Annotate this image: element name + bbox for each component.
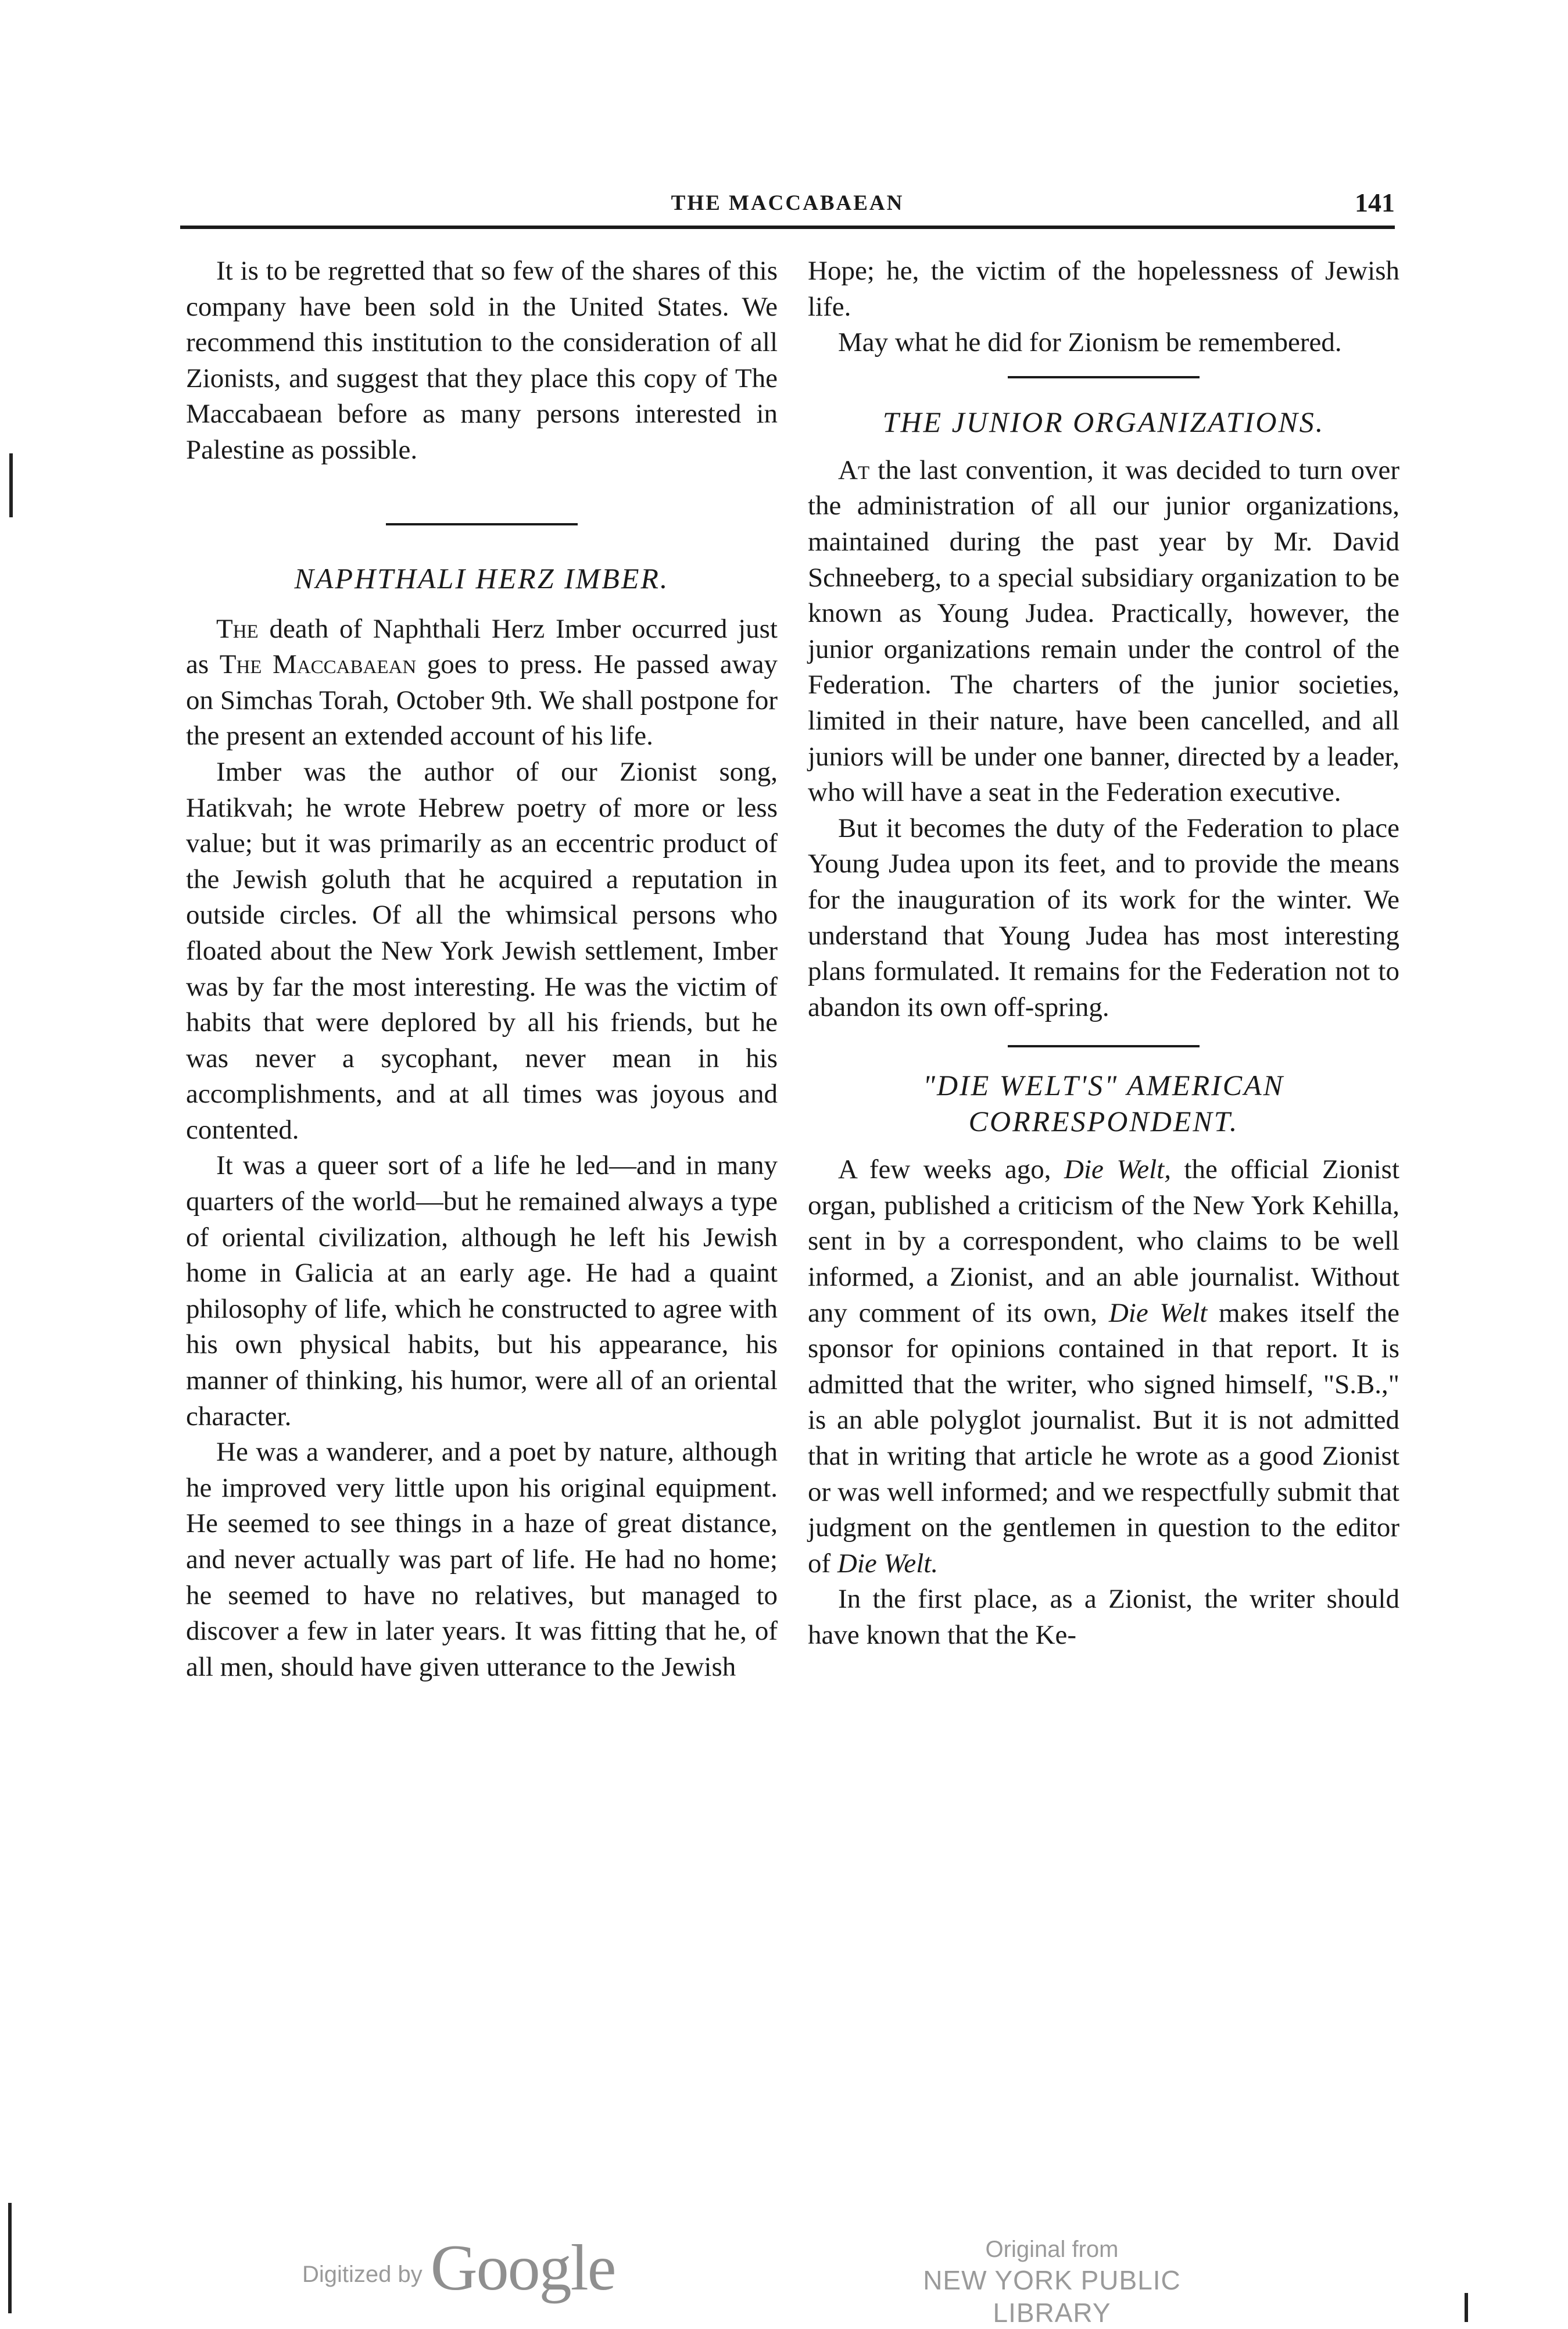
left-column [186,253,778,1685]
right-column [808,253,1399,1654]
margin-scan-mark [1465,2293,1468,2322]
imber-paragraph-4: He was a wanderer, and a poet by nature, although he improved very little upon his original equipment. He seemed to see things in a haze of great distance, and never actually was part of life. He had no home; he seemed to have no relatives, but managed to discover a few in later years. It was fitting that he, of all men, should have given utterance to the Jewish [186,1437,778,1682]
digitized-by-google [302,2231,615,2304]
junior-organizations-heading: THE JUNIOR ORGANIZATIONS. [882,405,1325,438]
remembered-paragraph: May what he did for Zionism be remembered. [838,327,1342,358]
die-welt-title: Die Welt, [1064,1154,1171,1185]
library-name: NEW YORK PUBLIC LIBRARY [923,2265,1181,2328]
margin-scan-mark [8,2203,12,2313]
page-number: 141 [1355,188,1395,217]
lead-word: At [838,455,870,485]
running-head [180,187,1395,228]
die-welt-paragraph-2: In the first place, as a Zionist, the writer should have known that the Ke- [808,1584,1399,1650]
die-welt-paragraph-1: A few weeks ago, Die Welt, the official Zionist organ, published a criticism of the New York Kehilla, sent in by a correspondent, who claims to be well informed, a Zionist, and an able journalist. Without any comment of its own, Die Welt makes itself the sponsor for opinions contained in that report. It is admitted that the writer, who signed himself, "S.B.," is an able polyglot journalist. But it is not admitted that in writing that article he wrote as a good Zionist or was well informed; and we respectfully submit that judgment on the gentlemen in question to the editor of Die Welt. [808,1154,1399,1579]
running-title: THE MACCABAEAN [671,191,904,215]
zionist-shares-paragraph: It is to be regretted that so few of the shares of this company have been sold in the United States. We recommend this institution to the consideration of all Zionists, and suggest that they place this copy of The Maccabaean before as many persons interested in Palestine as possible. [186,256,778,465]
imber-paragraph-2: Imber was the author of our Zionist song, Hatikvah; he wrote Hebrew poetry of more or less value; but it was primarily as an eccentric product of the Jewish goluth that he acquired a reputation in outside circles. Of all the whimsical persons who floated about the New York Jewish settlement, Imber was by far the most interesting. He was the victim of habits that were deplored by all his friends, but he was never a sycophant, never mean in his accomplishments, and at all times was joyous and contented. [186,756,778,1145]
imber-continued-paragraph: Hope; he, the victim of the hopelessness of Jewish life. [808,256,1399,322]
magazine-name: The Maccabaean [219,649,417,680]
header-rule [180,226,1395,229]
google-logo: Google [430,2232,615,2304]
die-welt-title: Die Welt. [837,1548,939,1579]
library-attribution [907,2235,1197,2329]
die-welt-title: Die Welt [1108,1297,1208,1328]
junior-paragraph-2: But it becomes the duty of the Federation to place Young Judea upon its feet, and to provide the means for the inauguration of its work for the winter. We understand that Young Judea has most interesting plans formulated. It remains for the Federation not to abandon its own off-spring. [808,813,1399,1022]
lead-word: The [216,613,259,644]
die-welt-heading: "DIE WELT'S" AMERICAN CORRESPONDENT. [922,1069,1285,1138]
junior-paragraph-1: At the last convention, it was decided to turn over the administration of all our junior organizations, maintained during the past year by Mr. David Schneeberg, to a special subsidiary organization to be known as Young Judea. Practically, however, the junior organizations remain under the control of the Federation. The charters of the junior societies, limited in their nature, have been cancelled, and all juniors will be under one banner, directed by a leader, who will have a seat in the Federation executive. [808,455,1399,808]
original-from-label: Original from [985,2237,1119,2262]
digitized-by-label: Digitized by [302,2262,423,2287]
imber-paragraph-3: It was a queer sort of a life he led—and in many quarters of the world—but he remained always a type of oriental civilization, although he left his Jewish home in Galicia at an early age. He had a quaint philosophy of life, which he constructed to agree with his own physical habits, but his appearance, his manner of thinking, his humor, were all of an oriental character. [186,1150,778,1432]
imber-paragraph-1: The death of Naphthali Herz Imber occurred just as The Maccabaean goes to press. He passed away on Simchas Torah, October 9th. We shall postpone for the present an extended account of his life. [186,613,778,752]
imber-heading: NAPHTHALI HERZ IMBER. [294,561,670,595]
margin-scan-mark [9,453,13,517]
